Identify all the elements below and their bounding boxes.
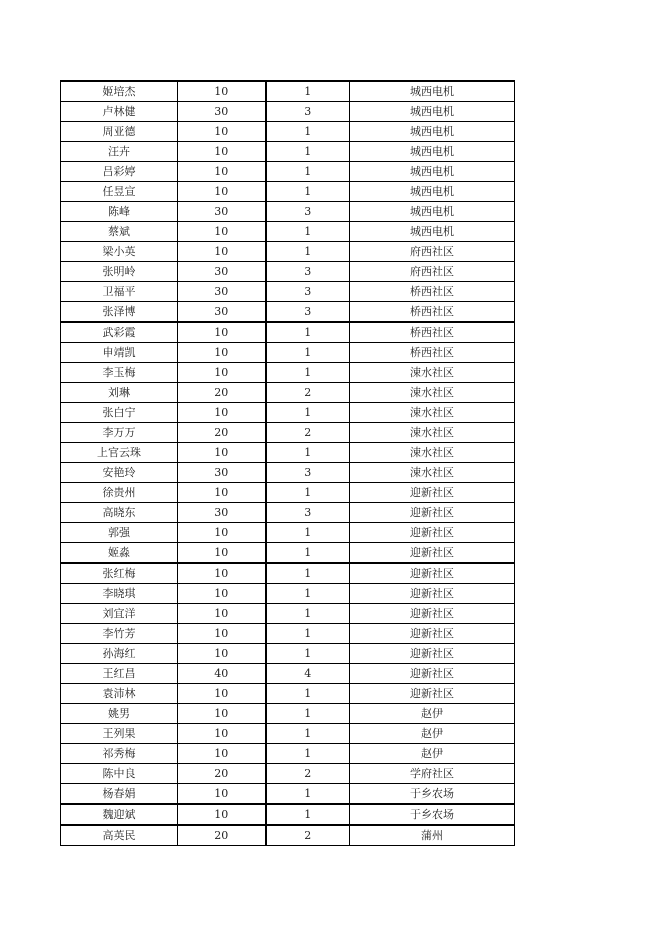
- unit-cell[interactable]: 府西社区: [350, 262, 515, 282]
- count-cell[interactable]: 2: [266, 423, 350, 443]
- unit-cell[interactable]: 于乡农场: [350, 804, 515, 825]
- amount-cell[interactable]: 10: [178, 563, 266, 584]
- name-cell[interactable]: 陈峰: [61, 202, 178, 222]
- table-row: [61, 162, 515, 182]
- amount-cell[interactable]: 20: [178, 383, 266, 403]
- name-cell[interactable]: 徐贵州: [61, 483, 178, 503]
- count-cell[interactable]: 2: [266, 383, 350, 403]
- table-row: [61, 423, 515, 443]
- unit-cell[interactable]: 蒲州: [350, 825, 515, 846]
- unit-cell[interactable]: 桥西社区: [350, 343, 515, 363]
- name-cell[interactable]: 梁小英: [61, 242, 178, 262]
- name-cell[interactable]: 李玉梅: [61, 363, 178, 383]
- unit-cell[interactable]: 城西电机: [350, 122, 515, 142]
- unit-cell[interactable]: 城西电机: [350, 81, 515, 102]
- table-row: [61, 202, 515, 222]
- amount-cell[interactable]: 10: [178, 182, 266, 202]
- table-row: [61, 81, 515, 102]
- amount-cell[interactable]: 30: [178, 302, 266, 323]
- count-cell[interactable]: 1: [266, 343, 350, 363]
- table-row: [61, 142, 515, 162]
- unit-cell[interactable]: 迎新社区: [350, 584, 515, 604]
- count-cell[interactable]: 1: [266, 483, 350, 503]
- amount-cell[interactable]: 10: [178, 744, 266, 764]
- name-cell[interactable]: 姚男: [61, 704, 178, 724]
- table-row: [61, 363, 515, 383]
- amount-cell[interactable]: 10: [178, 684, 266, 704]
- amount-cell[interactable]: 10: [178, 804, 266, 825]
- amount-cell[interactable]: 10: [178, 483, 266, 503]
- count-cell[interactable]: 1: [266, 704, 350, 724]
- count-cell[interactable]: 1: [266, 804, 350, 825]
- unit-cell[interactable]: 涑水社区: [350, 423, 515, 443]
- count-cell[interactable]: 3: [266, 503, 350, 523]
- unit-cell[interactable]: 学府社区: [350, 764, 515, 784]
- unit-cell[interactable]: 迎新社区: [350, 664, 515, 684]
- table-row: [61, 624, 515, 644]
- count-cell[interactable]: 1: [266, 563, 350, 584]
- count-cell[interactable]: 1: [266, 584, 350, 604]
- unit-cell[interactable]: 于乡农场: [350, 784, 515, 805]
- count-cell[interactable]: 1: [266, 162, 350, 182]
- table-row: [61, 503, 515, 523]
- table-row: [61, 182, 515, 202]
- name-cell[interactable]: 卢林健: [61, 102, 178, 122]
- unit-cell[interactable]: 涑水社区: [350, 403, 515, 423]
- count-cell[interactable]: 1: [266, 122, 350, 142]
- table-row: [61, 403, 515, 423]
- unit-cell[interactable]: 迎新社区: [350, 503, 515, 523]
- table-row: [61, 644, 515, 664]
- amount-cell[interactable]: 10: [178, 624, 266, 644]
- table-row: [61, 343, 515, 363]
- unit-cell[interactable]: 迎新社区: [350, 483, 515, 503]
- count-cell[interactable]: 1: [266, 604, 350, 624]
- table-row: [61, 744, 515, 764]
- name-cell[interactable]: 上官云珠: [61, 443, 178, 463]
- name-cell[interactable]: 祁秀梅: [61, 744, 178, 764]
- unit-cell[interactable]: 迎新社区: [350, 624, 515, 644]
- name-cell[interactable]: 袁沛林: [61, 684, 178, 704]
- unit-cell[interactable]: 迎新社区: [350, 523, 515, 543]
- amount-cell[interactable]: 20: [178, 825, 266, 846]
- amount-cell[interactable]: 10: [178, 322, 266, 343]
- name-cell[interactable]: 魏迎斌: [61, 804, 178, 825]
- count-cell[interactable]: 1: [266, 543, 350, 564]
- name-cell[interactable]: 高英民: [61, 825, 178, 846]
- amount-cell[interactable]: 10: [178, 523, 266, 543]
- amount-cell[interactable]: 10: [178, 343, 266, 363]
- count-cell[interactable]: 1: [266, 724, 350, 744]
- name-cell[interactable]: 杨春娟: [61, 784, 178, 805]
- amount-cell[interactable]: 10: [178, 242, 266, 262]
- unit-cell[interactable]: 赵伊: [350, 724, 515, 744]
- unit-cell[interactable]: 桥西社区: [350, 322, 515, 343]
- unit-cell[interactable]: 城西电机: [350, 222, 515, 242]
- unit-cell[interactable]: 迎新社区: [350, 684, 515, 704]
- name-cell[interactable]: 张红梅: [61, 563, 178, 584]
- count-cell[interactable]: 3: [266, 102, 350, 122]
- data-table: [60, 80, 515, 846]
- amount-cell[interactable]: 30: [178, 102, 266, 122]
- name-cell[interactable]: 汪卉: [61, 142, 178, 162]
- count-cell[interactable]: 1: [266, 523, 350, 543]
- count-cell[interactable]: 1: [266, 784, 350, 805]
- count-cell[interactable]: 2: [266, 825, 350, 846]
- amount-cell[interactable]: 10: [178, 363, 266, 383]
- name-cell[interactable]: 张泽博: [61, 302, 178, 323]
- unit-cell[interactable]: 涑水社区: [350, 463, 515, 483]
- table-row: [61, 584, 515, 604]
- count-cell[interactable]: 1: [266, 242, 350, 262]
- amount-cell[interactable]: 10: [178, 81, 266, 102]
- amount-cell[interactable]: 10: [178, 584, 266, 604]
- unit-cell[interactable]: 赵伊: [350, 744, 515, 764]
- count-cell[interactable]: 3: [266, 262, 350, 282]
- name-cell[interactable]: 蔡斌: [61, 222, 178, 242]
- amount-cell[interactable]: 10: [178, 644, 266, 664]
- count-cell[interactable]: 1: [266, 443, 350, 463]
- unit-cell[interactable]: 赵伊: [350, 704, 515, 724]
- name-cell[interactable]: 刘琳: [61, 383, 178, 403]
- table-row: [61, 664, 515, 684]
- amount-cell[interactable]: 10: [178, 222, 266, 242]
- count-cell[interactable]: 1: [266, 142, 350, 162]
- table-row: [61, 563, 515, 584]
- count-cell[interactable]: 1: [266, 684, 350, 704]
- unit-cell[interactable]: 城西电机: [350, 142, 515, 162]
- name-cell[interactable]: 姬培杰: [61, 81, 178, 102]
- name-cell[interactable]: 张白宁: [61, 403, 178, 423]
- table-row: [61, 604, 515, 624]
- count-cell[interactable]: 4: [266, 664, 350, 684]
- table-row: [61, 463, 515, 483]
- table-row: [61, 764, 515, 784]
- amount-cell[interactable]: 20: [178, 423, 266, 443]
- table-row: [61, 282, 515, 302]
- table-row: [61, 804, 515, 825]
- table-row: [61, 322, 515, 343]
- name-cell[interactable]: 孙海红: [61, 644, 178, 664]
- table-row: [61, 262, 515, 282]
- count-cell[interactable]: 3: [266, 202, 350, 222]
- table-row: [61, 302, 515, 323]
- unit-cell[interactable]: 迎新社区: [350, 543, 515, 564]
- amount-cell[interactable]: 30: [178, 262, 266, 282]
- count-cell[interactable]: 1: [266, 322, 350, 343]
- amount-cell[interactable]: 10: [178, 122, 266, 142]
- name-cell[interactable]: 任昱宣: [61, 182, 178, 202]
- amount-cell[interactable]: 30: [178, 503, 266, 523]
- name-cell[interactable]: 安艳玲: [61, 463, 178, 483]
- unit-cell[interactable]: 桥西社区: [350, 282, 515, 302]
- amount-cell[interactable]: 30: [178, 463, 266, 483]
- table-row: [61, 784, 515, 805]
- count-cell[interactable]: 1: [266, 644, 350, 664]
- amount-cell[interactable]: 30: [178, 202, 266, 222]
- amount-cell[interactable]: 10: [178, 443, 266, 463]
- name-cell[interactable]: 陈中良: [61, 764, 178, 784]
- table-row: [61, 724, 515, 744]
- unit-cell[interactable]: 迎新社区: [350, 644, 515, 664]
- amount-cell[interactable]: 10: [178, 784, 266, 805]
- name-cell[interactable]: 武彩霞: [61, 322, 178, 343]
- name-cell[interactable]: 申靖凯: [61, 343, 178, 363]
- unit-cell[interactable]: 迎新社区: [350, 563, 515, 584]
- name-cell[interactable]: 吕彩婷: [61, 162, 178, 182]
- count-cell[interactable]: 3: [266, 463, 350, 483]
- unit-cell[interactable]: 涑水社区: [350, 443, 515, 463]
- count-cell[interactable]: 1: [266, 624, 350, 644]
- count-cell[interactable]: 1: [266, 182, 350, 202]
- table-row: [61, 704, 515, 724]
- amount-cell[interactable]: 20: [178, 764, 266, 784]
- table-row: [61, 684, 515, 704]
- name-cell[interactable]: 李竹芳: [61, 624, 178, 644]
- table-row: [61, 483, 515, 503]
- amount-cell[interactable]: 10: [178, 403, 266, 423]
- table-row: [61, 122, 515, 142]
- table-row: [61, 383, 515, 403]
- unit-cell[interactable]: 城西电机: [350, 182, 515, 202]
- count-cell[interactable]: 3: [266, 282, 350, 302]
- count-cell[interactable]: 3: [266, 302, 350, 323]
- name-cell[interactable]: 李晓琪: [61, 584, 178, 604]
- unit-cell[interactable]: 涑水社区: [350, 383, 515, 403]
- unit-cell[interactable]: 城西电机: [350, 102, 515, 122]
- table-row: [61, 222, 515, 242]
- unit-cell[interactable]: 桥西社区: [350, 302, 515, 323]
- table-row: [61, 443, 515, 463]
- count-cell[interactable]: 1: [266, 403, 350, 423]
- count-cell[interactable]: 1: [266, 222, 350, 242]
- count-cell[interactable]: 1: [266, 744, 350, 764]
- table-row: [61, 543, 515, 564]
- name-cell[interactable]: 郭强: [61, 523, 178, 543]
- name-cell[interactable]: 姬淼: [61, 543, 178, 564]
- count-cell[interactable]: 2: [266, 764, 350, 784]
- name-cell[interactable]: 王列果: [61, 724, 178, 744]
- amount-cell[interactable]: 10: [178, 704, 266, 724]
- table-row: [61, 242, 515, 262]
- amount-cell[interactable]: 10: [178, 543, 266, 564]
- table-row: [61, 102, 515, 122]
- amount-cell[interactable]: 40: [178, 664, 266, 684]
- amount-cell[interactable]: 30: [178, 282, 266, 302]
- name-cell[interactable]: 王红昌: [61, 664, 178, 684]
- name-cell[interactable]: 李万万: [61, 423, 178, 443]
- unit-cell[interactable]: 涑水社区: [350, 363, 515, 383]
- unit-cell[interactable]: 迎新社区: [350, 604, 515, 624]
- count-cell[interactable]: 1: [266, 81, 350, 102]
- name-cell[interactable]: 卫福平: [61, 282, 178, 302]
- amount-cell[interactable]: 10: [178, 604, 266, 624]
- unit-cell[interactable]: 府西社区: [350, 242, 515, 262]
- amount-cell[interactable]: 10: [178, 142, 266, 162]
- table-row: [61, 825, 515, 846]
- name-cell[interactable]: 张明岭: [61, 262, 178, 282]
- unit-cell[interactable]: 城西电机: [350, 202, 515, 222]
- name-cell[interactable]: 高晓东: [61, 503, 178, 523]
- count-cell[interactable]: 1: [266, 363, 350, 383]
- table-body: [61, 81, 515, 846]
- amount-cell[interactable]: 10: [178, 162, 266, 182]
- unit-cell[interactable]: 城西电机: [350, 162, 515, 182]
- table-row: [61, 523, 515, 543]
- name-cell[interactable]: 刘宜洋: [61, 604, 178, 624]
- name-cell[interactable]: 周亚德: [61, 122, 178, 142]
- amount-cell[interactable]: 10: [178, 724, 266, 744]
